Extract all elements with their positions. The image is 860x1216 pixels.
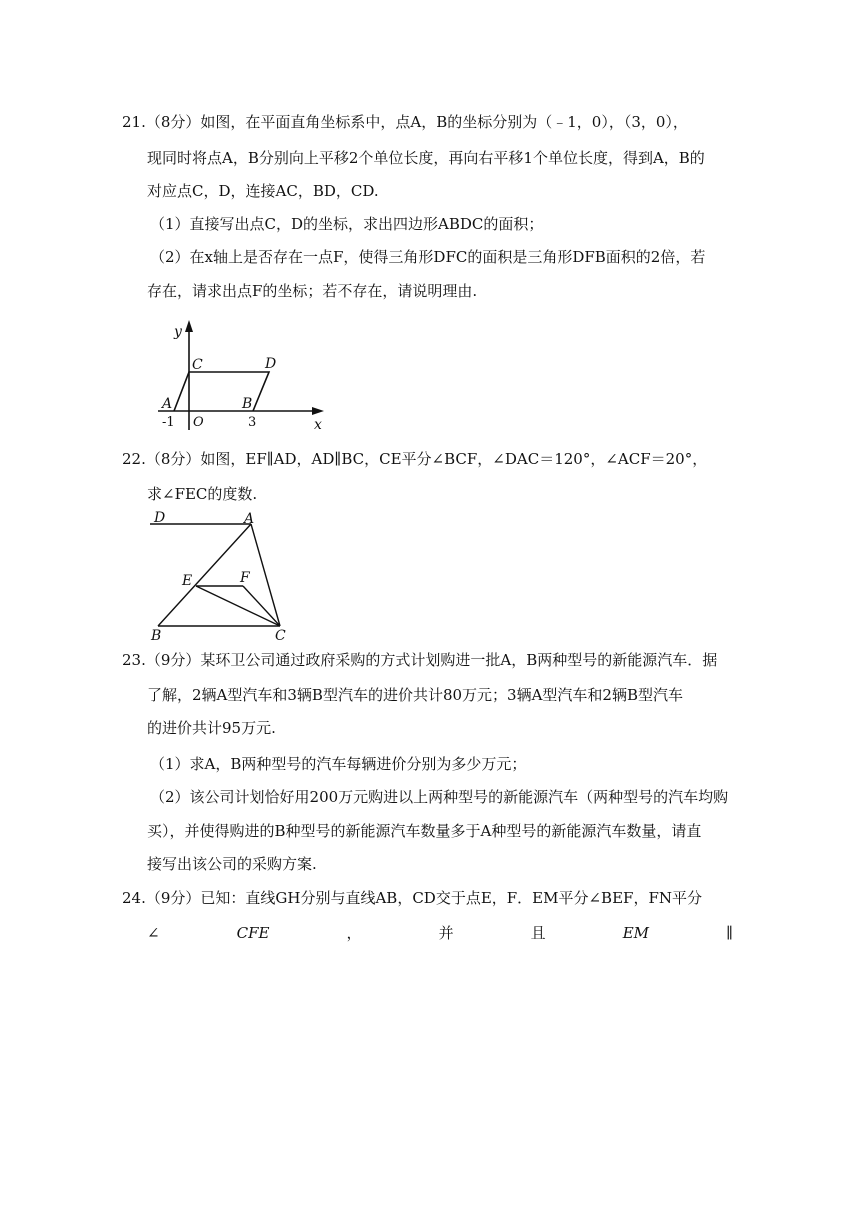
label-b: B — [242, 396, 253, 412]
q24-word-3: ， — [346, 924, 362, 942]
q21-sub2b: 存在，请求出点F的坐标；若不存在，请说明理由. — [147, 282, 478, 300]
segment-ba — [158, 524, 251, 626]
q24-word-6: EM — [622, 924, 650, 942]
q24-word-1: ∠ — [147, 924, 160, 942]
q21-sub1: （1）直接写出点C，D的坐标，求出四边形ABDC的面积； — [150, 215, 544, 233]
q24-word-2: CFE — [236, 924, 270, 942]
q21-line3: 对应点C，D，连接AC，BD，CD. — [147, 182, 379, 200]
label-y: y — [174, 324, 182, 340]
label-o: O — [193, 415, 204, 430]
q23-sub2c: 接写出该公司的采购方案. — [147, 855, 317, 873]
label-x: x — [314, 417, 322, 433]
x-axis-arrow — [312, 407, 324, 415]
q21-line2: 现同时将点A，B分别向上平移2个单位长度，再向右平移1个单位长度，得到A，B的 — [147, 149, 705, 167]
label-d: D — [154, 510, 166, 526]
label-a: A — [244, 511, 255, 527]
label-c: C — [275, 628, 286, 642]
q24-word-7: ∥ — [726, 924, 733, 942]
q23-line2: 了解，2辆A型汽车和3辆B型汽车的进价共计80万元；3辆A型汽车和2辆B型汽车 — [147, 686, 683, 704]
q24-line2 — [147, 923, 733, 943]
label-d: D — [265, 356, 277, 372]
label-f: F — [240, 570, 250, 586]
q24-word-4: 并 — [438, 924, 454, 942]
y-axis-arrow — [185, 320, 193, 332]
q24-word-5: 且 — [530, 924, 546, 942]
q23-sub2a: （2）该公司计划恰好用200万元购进以上两种型号的新能源汽车（两种型号的汽车均购 — [150, 788, 729, 806]
label-e: E — [182, 573, 193, 589]
q22-line1: 22.（8分）如图，EF∥AD，AD∥BC，CE平分∠BCF，∠DAC＝120°，∠ACF＝20°， — [122, 450, 708, 468]
label-a: A — [162, 396, 173, 412]
q21-sub2a: （2）在x轴上是否存在一点F，使得三角形DFC的面积是三角形DFB面积的2倍，若 — [150, 248, 706, 266]
q21-coordinate-figure — [148, 318, 338, 434]
q24-line1: 24.（9分）已知：直线GH分别与直线AB，CD交于点E，F．EM平分∠BEF，FN平分 — [122, 889, 702, 907]
q23-line3: 的进价共计95万元. — [147, 719, 276, 737]
q21-line1: 21.（8分）如图，在平面直角坐标系中，点A，B的坐标分别为（﹣1，0），（3，0）， — [122, 113, 688, 131]
label-c: C — [192, 357, 203, 373]
label-b: B — [151, 628, 162, 642]
label-neg1: -1 — [162, 415, 175, 430]
q22-line2: 求∠FEC的度数. — [147, 485, 258, 503]
q23-line1: 23.（9分）某环卫公司通过政府采购的方式计划购进一批A，B两种型号的新能源汽车．据 — [122, 651, 718, 669]
q23-sub2b: 买），并使得购进的B种型号的新能源汽车数量多于A种型号的新能源汽车数量，请直 — [147, 822, 702, 840]
q23-sub1: （1）求A，B两种型号的汽车每辆进价分别为多少万元； — [150, 755, 527, 773]
segment-ec — [196, 586, 280, 626]
label-3: 3 — [248, 415, 257, 430]
q22-triangle-figure — [148, 510, 292, 642]
